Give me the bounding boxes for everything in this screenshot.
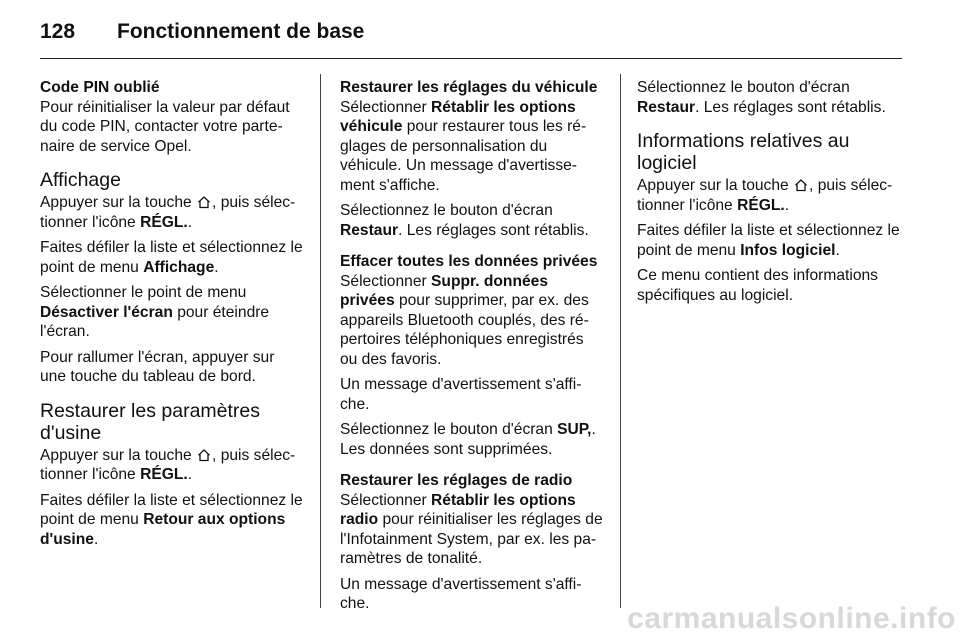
menu-item-label: Désactiver l'écran (40, 303, 173, 321)
menu-item-label: Infos logiciel (740, 241, 836, 259)
column-divider (320, 74, 321, 608)
text: Faites défiler la liste et sélectionnez le (637, 222, 900, 239)
watermark: carmanualsonline.info (627, 602, 956, 635)
text: pour restaurer tous les ré- (402, 118, 587, 135)
radio-p2 (340, 575, 612, 614)
private-p2 (340, 375, 612, 414)
usine-p1 (40, 446, 312, 485)
text: pour éteindre (172, 303, 270, 321)
vehicle-title: Restaurer les réglages du véhicule (340, 79, 598, 96)
text: tionner l'icône (637, 196, 733, 214)
text: . (784, 196, 790, 214)
text: . (187, 213, 193, 231)
text: Un message d'avertissement s'affi- (340, 376, 582, 393)
text: . Les réglages sont rétablis. (398, 221, 589, 239)
option-label: radio (340, 511, 379, 528)
text: Sélectionnez le bouton d'écran (637, 79, 850, 96)
option-label: Rétablir les options (431, 98, 576, 116)
text: Sélectionner le point de menu (40, 284, 247, 301)
radio-p1 (340, 491, 612, 569)
usine-heading (40, 400, 312, 444)
text: Sélectionnez le bouton d'écran (340, 421, 553, 438)
text: che. (340, 595, 370, 612)
vehicle-p2 (340, 201, 612, 240)
text: une touche du tableau de bord. (40, 368, 256, 385)
text: . (591, 421, 596, 438)
text: pertoires téléphoniques enregistrés (340, 331, 584, 348)
option-label: Rétablir les options (431, 491, 576, 509)
affichage-p3 (40, 283, 312, 342)
column-2 (340, 78, 612, 620)
text: Sélectionnez le bouton d'écran (340, 202, 553, 219)
affichage-heading: Affichage (40, 169, 121, 191)
heading-line: d'usine (40, 421, 102, 444)
column-3 (637, 78, 902, 311)
text: point de menu (40, 511, 139, 528)
affichage-p4 (40, 348, 312, 387)
text: , puis sélec- (212, 446, 296, 464)
regl-label: RÉGL. (140, 466, 188, 483)
text: che. (340, 395, 370, 413)
software-p2 (637, 221, 902, 260)
screen-button-label: Restaur (637, 98, 696, 116)
text: Sélectionner (340, 491, 427, 509)
text: glages de personnalisation du (340, 137, 548, 155)
text: tionner l'icône (40, 213, 136, 231)
text: , puis sélec- (809, 177, 893, 194)
text: . (835, 241, 840, 259)
text: pour supprimer, par ex. des (394, 292, 589, 309)
software-p1 (637, 176, 902, 215)
text: ou des favoris. (340, 350, 442, 368)
pin-text-line: naire de service Opel. (40, 137, 192, 155)
text: . Les réglages sont rétablis. (695, 98, 886, 116)
text: spécifiques au logiciel. (637, 286, 794, 304)
regl-label: RÉGL. (737, 196, 785, 214)
text: . (214, 258, 219, 276)
page-title: Fonctionnement de base (117, 20, 365, 43)
private-p3 (340, 420, 612, 459)
text: l'écran. (40, 323, 90, 340)
private-p1 (340, 272, 612, 370)
text: ment s'affiche. (340, 176, 440, 194)
software-p3 (637, 266, 902, 305)
home-icon (794, 178, 808, 192)
text: , puis sélec- (212, 194, 296, 211)
pin-text-line: Pour réinitialiser la valeur par défaut (40, 98, 290, 116)
text: Sélectionner (340, 272, 427, 290)
text: appareils Bluetooth couplés, des ré- (340, 311, 589, 329)
heading-line: Restaurer les paramètres (40, 399, 261, 422)
vehicle-p1 (340, 98, 612, 196)
private-data-title: Effacer toutes les données privées (340, 253, 598, 270)
radio-restore-p (637, 78, 902, 117)
text: ramètres de tonalité. (340, 550, 483, 567)
text: Un message d'avertissement s'affi- (340, 575, 582, 593)
text: Pour rallumer l'écran, appuyer sur (40, 348, 275, 366)
menu-item-label: d'usine (40, 530, 94, 548)
option-label: Suppr. données (431, 272, 548, 290)
screen-button-label: Restaur (340, 221, 399, 239)
radio-title: Restaurer les réglages de radio (340, 472, 573, 489)
menu-item-label: Retour aux options (143, 511, 286, 528)
option-label: véhicule (340, 118, 403, 135)
page-number: 128 (40, 20, 76, 43)
text: . (93, 530, 99, 548)
regl-label: RÉGL. (140, 213, 188, 231)
text: Faites défiler la liste et sélectionnez le (40, 491, 303, 509)
text: l'Infotainment System, par ex. les pa- (340, 530, 597, 548)
text: Sélectionner (340, 98, 427, 116)
text: véhicule. Un message d'avertisse- (340, 157, 577, 174)
column-divider (620, 74, 621, 608)
text: Appuyer sur la touche (40, 194, 192, 211)
home-icon (197, 448, 211, 462)
pin-title: Code PIN oublié (40, 79, 160, 96)
text: . (187, 466, 193, 483)
pin-section (40, 78, 312, 156)
text: Faites défiler la liste et sélectionnez le (40, 239, 303, 256)
text: Appuyer sur la touche (637, 177, 789, 194)
text: pour réinitialiser les réglages de (378, 511, 603, 528)
text: point de menu (40, 258, 139, 276)
screen-button-label: SUP, (557, 421, 592, 438)
column-1 (40, 78, 312, 555)
text: tionner l'icône (40, 466, 136, 483)
text: Les données sont supprimées. (340, 440, 553, 458)
affichage-p1 (40, 193, 312, 232)
text: Appuyer sur la touche (40, 446, 192, 464)
text: point de menu (637, 241, 736, 259)
text: Ce menu contient des informations (637, 267, 878, 284)
home-icon (197, 195, 211, 209)
option-label: privées (340, 292, 395, 309)
software-heading: Informations relatives au logiciel (637, 130, 850, 174)
usine-p2 (40, 491, 312, 550)
page-header (40, 10, 902, 59)
affichage-p2 (40, 238, 312, 277)
menu-item-label: Affichage (143, 258, 215, 276)
pin-text-line: du code PIN, contacter votre parte- (40, 118, 283, 135)
